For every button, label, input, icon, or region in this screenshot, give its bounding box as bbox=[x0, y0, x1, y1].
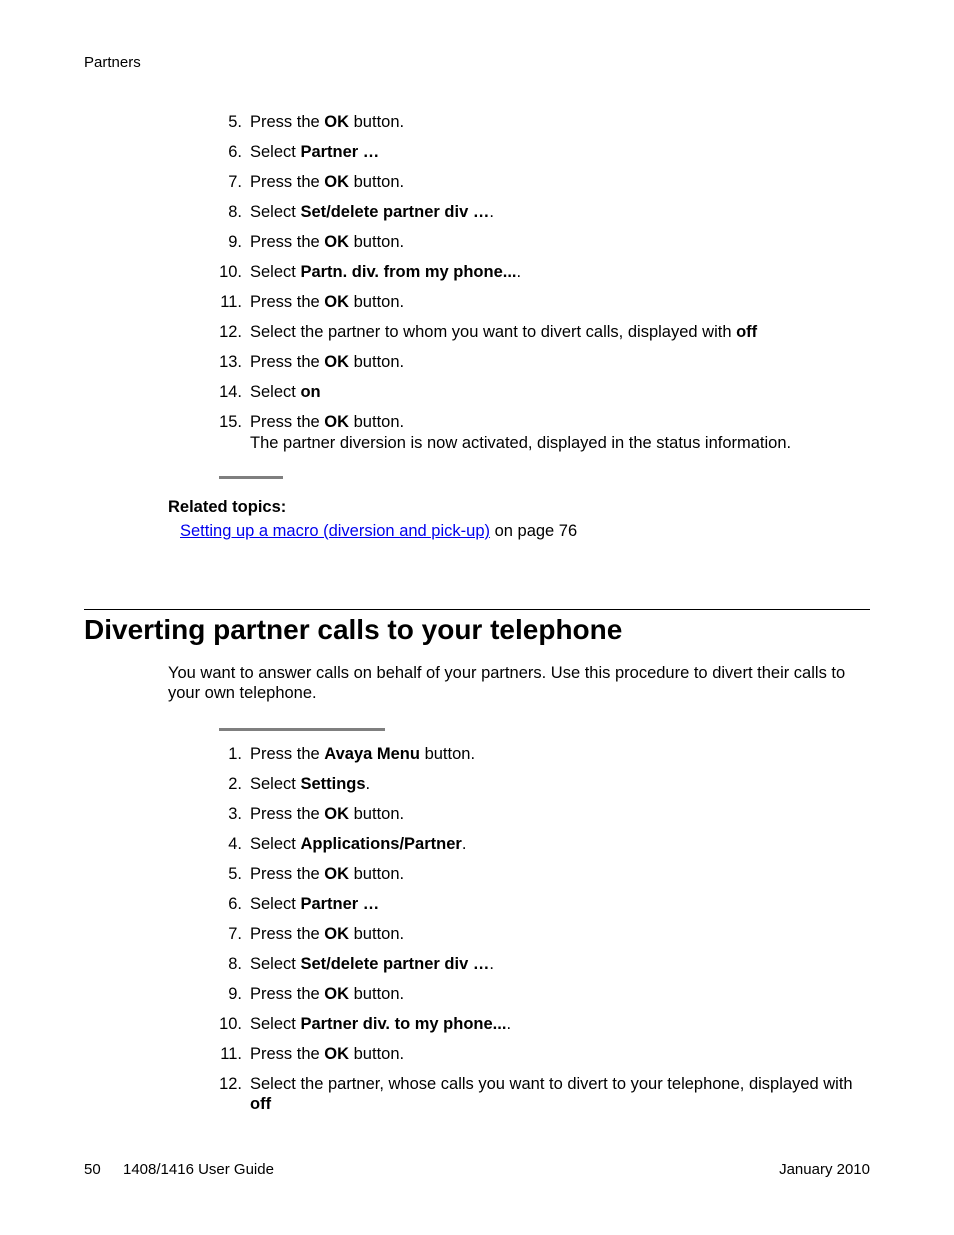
list-item bbox=[218, 774, 878, 804]
step-result-note: The partner diversion is now activated, displayed in the status information. bbox=[250, 434, 792, 452]
list-item bbox=[218, 1014, 878, 1044]
step-number: 15. bbox=[219, 413, 242, 431]
end-of-procedure-rule bbox=[219, 476, 283, 479]
step-text: Select on bbox=[250, 383, 321, 401]
step-text: Press the Avaya Menu button. bbox=[250, 745, 476, 763]
list-item bbox=[218, 202, 878, 232]
related-topics-heading: Related topics: bbox=[168, 498, 287, 516]
page-reference: on page 76 bbox=[490, 522, 578, 540]
list-item bbox=[218, 954, 878, 984]
step-text: Press the OK button. bbox=[250, 293, 405, 311]
step-text: Select Partner … bbox=[250, 895, 380, 913]
step-text: Press the OK button. bbox=[250, 985, 405, 1003]
related-topic-entry bbox=[180, 522, 577, 541]
step-number: 11. bbox=[220, 293, 242, 311]
list-item bbox=[218, 804, 878, 834]
list-item bbox=[218, 142, 878, 172]
step-number: 12. bbox=[219, 1075, 242, 1093]
list-item bbox=[218, 864, 878, 894]
related-topic-link[interactable]: Setting up a macro (diversion and pick-up) bbox=[180, 522, 490, 540]
step-number: 8. bbox=[228, 955, 242, 973]
step-number: 5. bbox=[228, 113, 242, 131]
step-text: Press the OK button. bbox=[250, 925, 405, 943]
section-intro: You want to answer calls on behalf of your partners. Use this procedure to divert their calls to your own telephone. bbox=[168, 664, 846, 702]
step-number: 12. bbox=[219, 323, 242, 341]
step-number: 9. bbox=[228, 233, 242, 251]
step-number: 14. bbox=[219, 383, 242, 401]
step-text: Press the OK button. bbox=[250, 233, 405, 251]
step-text: Select Applications/Partner. bbox=[250, 835, 467, 853]
step-number: 2. bbox=[228, 775, 242, 793]
section-divider bbox=[84, 609, 870, 610]
footer-page-number: 50 bbox=[84, 1161, 101, 1178]
list-item bbox=[218, 894, 878, 924]
step-number: 10. bbox=[219, 1015, 242, 1033]
list-item bbox=[218, 412, 878, 453]
step-number: 7. bbox=[228, 925, 242, 943]
step-number: 9. bbox=[228, 985, 242, 1003]
list-item bbox=[218, 924, 878, 954]
list-item bbox=[218, 232, 878, 262]
list-item bbox=[218, 262, 878, 292]
step-number: 3. bbox=[228, 805, 242, 823]
step-text: Press the OK button. bbox=[250, 113, 405, 131]
step-number: 7. bbox=[228, 173, 242, 191]
section-title: Diverting partner calls to your telephone bbox=[84, 614, 623, 645]
list-item bbox=[218, 352, 878, 382]
step-text: Select Partner … bbox=[250, 143, 380, 161]
list-item bbox=[218, 1044, 878, 1074]
footer-date: January 2010 bbox=[779, 1161, 870, 1178]
list-item bbox=[218, 984, 878, 1014]
step-text: Press the OK button. bbox=[250, 173, 405, 191]
step-text: Press the OK button. bbox=[250, 805, 405, 823]
step-text: Select Set/delete partner div …. bbox=[250, 203, 494, 221]
list-item bbox=[218, 834, 878, 864]
running-header: Partners bbox=[84, 54, 141, 71]
step-number: 6. bbox=[228, 143, 242, 161]
list-item bbox=[218, 382, 878, 412]
step-number: 6. bbox=[228, 895, 242, 913]
step-number: 10. bbox=[219, 263, 242, 281]
step-text: Select Partner div. to my phone.... bbox=[250, 1015, 512, 1033]
list-item bbox=[218, 292, 878, 322]
step-text: Select Set/delete partner div …. bbox=[250, 955, 494, 973]
step-text: Select Partn. div. from my phone.... bbox=[250, 263, 522, 281]
procedure-list bbox=[218, 744, 878, 1114]
step-number: 5. bbox=[228, 865, 242, 883]
step-text: Select the partner to whom you want to divert calls, displayed with off bbox=[250, 323, 758, 341]
list-item bbox=[218, 1074, 878, 1114]
step-number: 1. bbox=[228, 745, 242, 763]
footer-guide-title: 1408/1416 User Guide bbox=[123, 1161, 274, 1178]
step-number: 11. bbox=[220, 1045, 242, 1063]
step-text: Select the partner, whose calls you want to divert to your telephone, displayed with off bbox=[250, 1075, 853, 1113]
step-text: Press the OK button. bbox=[250, 865, 405, 883]
step-text: Press the OK button. The partner diversion is now activated, displayed in the status information. bbox=[250, 413, 792, 452]
procedure-list-continued bbox=[218, 112, 878, 453]
step-number: 13. bbox=[219, 353, 242, 371]
step-number: 4. bbox=[228, 835, 242, 853]
step-text: Press the OK button. bbox=[250, 1045, 405, 1063]
list-item bbox=[218, 322, 878, 352]
step-text: Select Settings. bbox=[250, 775, 371, 793]
step-text: Press the OK button. bbox=[250, 353, 405, 371]
list-item bbox=[218, 112, 878, 142]
list-item bbox=[218, 172, 878, 202]
step-number: 8. bbox=[228, 203, 242, 221]
list-item bbox=[218, 744, 878, 774]
procedure-start-rule bbox=[219, 728, 385, 731]
